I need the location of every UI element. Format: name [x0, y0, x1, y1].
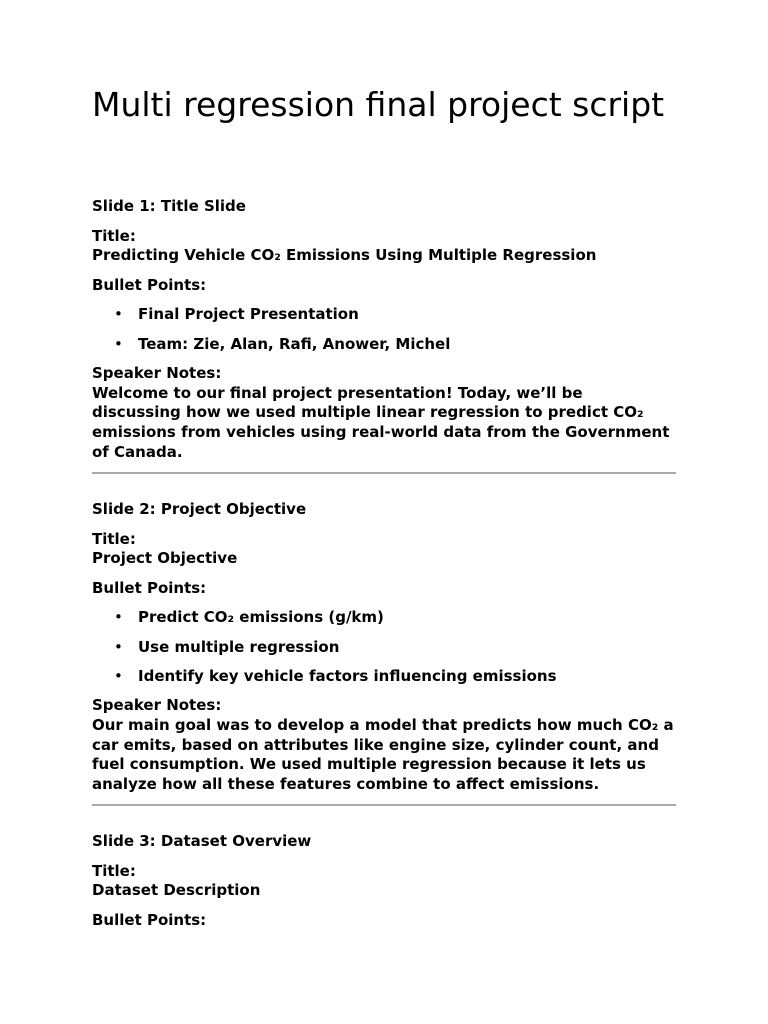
bullets-label: Bullet Points:	[92, 275, 207, 294]
bullets-label: Bullet Points:	[92, 910, 207, 929]
bullet-text: Identify key vehicle factors influencing emissions	[138, 666, 557, 685]
list-item	[92, 305, 676, 325]
title-label: Title:	[92, 529, 136, 548]
bullet-icon: •	[114, 637, 123, 656]
bullet-icon: •	[114, 305, 123, 324]
title-label: Title:	[92, 226, 136, 245]
bullet-icon: •	[114, 608, 123, 627]
section-divider	[92, 472, 676, 474]
bullet-text: Final Project Presentation	[138, 305, 359, 324]
slide-heading: Slide 1: Title Slide	[92, 197, 246, 215]
speaker-notes-label: Speaker Notes:	[92, 696, 222, 715]
slide-2-section	[92, 500, 676, 794]
bullet-list	[92, 608, 676, 686]
title-value: Project Objective	[92, 549, 238, 568]
slide-1-section	[92, 197, 676, 462]
list-item	[92, 667, 676, 687]
list-item	[92, 335, 676, 355]
document-title: Multi regression final project script	[92, 85, 665, 124]
bullet-icon: •	[114, 334, 123, 353]
list-item	[92, 608, 676, 628]
bullet-text: Team: Zie, Alan, Rafi, Anower, Michel	[138, 334, 451, 353]
speaker-notes: Our main goal was to develop a model that predicts how much CO₂ a car emits, based on attributes like engine size, cylinder count, and fuel consumption. We used multiple regression because it lets us analyze how all these features combine to affect emissions.	[92, 715, 674, 793]
title-label: Title:	[92, 861, 136, 880]
list-item	[92, 638, 676, 658]
title-value: Dataset Description	[92, 881, 261, 900]
bullet-icon: •	[114, 666, 123, 685]
speaker-notes-label: Speaker Notes:	[92, 364, 222, 383]
bullet-text: Use multiple regression	[138, 637, 340, 656]
slide-heading: Slide 3: Dataset Overview	[92, 832, 312, 850]
bullets-label: Bullet Points:	[92, 578, 207, 597]
title-value: Predicting Vehicle CO₂ Emissions Using Multiple Regression	[92, 246, 597, 265]
speaker-notes: Welcome to our final project presentation! Today, we’ll be discussing how we used multiple linear regression to predict CO₂ emissions from vehicles using real-world data from the Government of Canada.	[92, 383, 670, 461]
bullet-text: Predict CO₂ emissions (g/km)	[138, 608, 384, 627]
slide-heading: Slide 2: Project Objective	[92, 500, 307, 518]
bullet-list	[92, 305, 676, 354]
section-divider	[92, 804, 676, 806]
slide-3-section	[92, 832, 676, 940]
